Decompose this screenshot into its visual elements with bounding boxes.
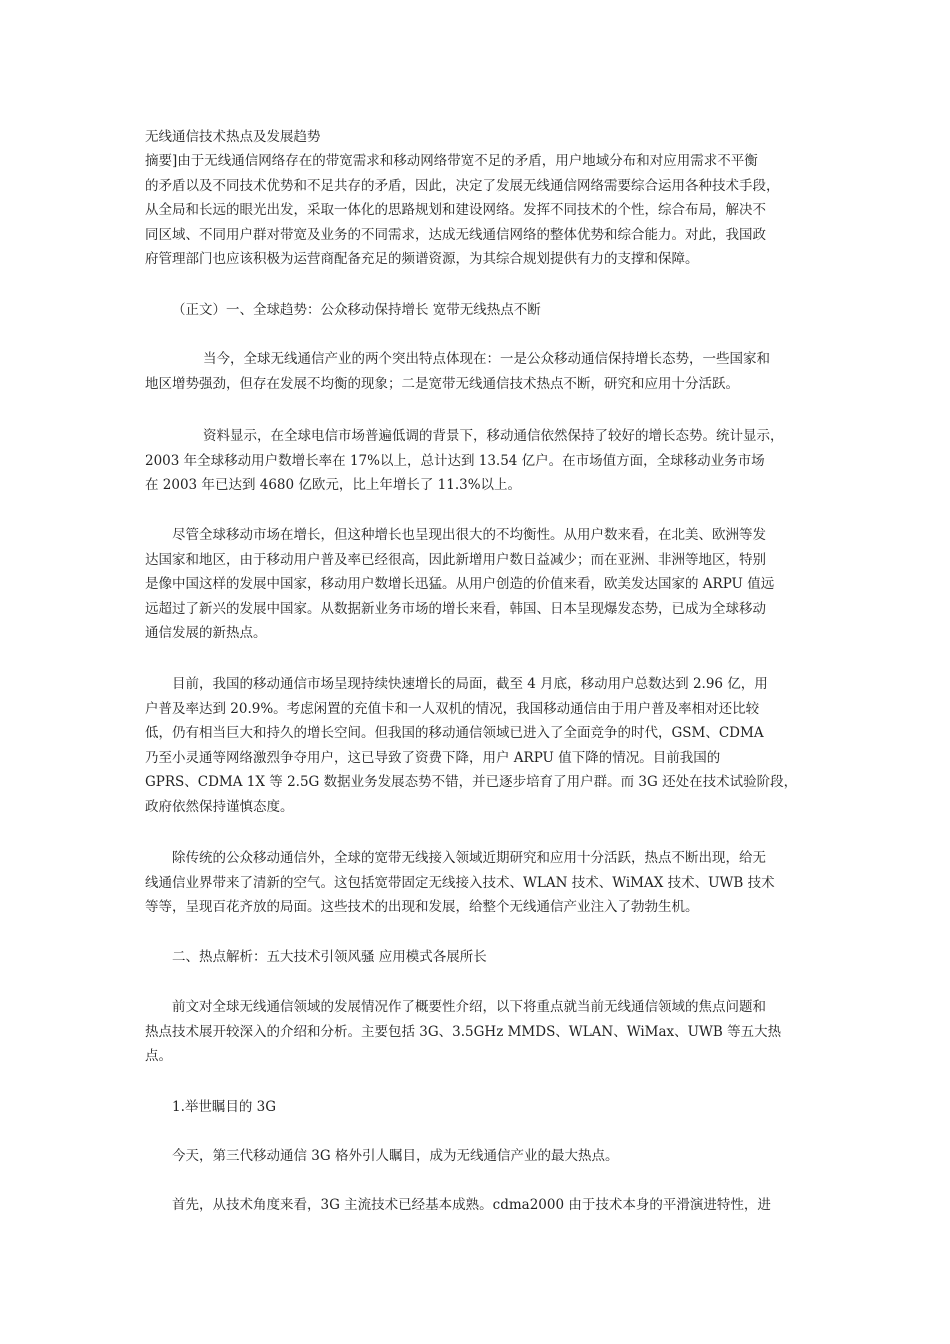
paragraph-line: 等等，呈现百花齐放的局面。这些技术的出现和发展，给整个无线通信产业注入了勃勃生机。 (145, 899, 699, 915)
paragraph-line: 尽管全球移动市场在增长，但这种增长也呈现出很大的不均衡性。从用户数来看，在北美、欧洲等发 (172, 527, 766, 543)
paragraph-line: 乃至小灵通等网络激烈争夺用户，这已导致了资费下降，用户 ARPU 值下降的情况。目前我国的 (145, 749, 721, 766)
paragraph-2 (145, 424, 815, 498)
abstract-line: 从全局和长远的眼光出发，采取一体化的思路规划和建设网络。发挥不同技术的个性，综合布局，解决不 (145, 202, 766, 218)
document-title (145, 125, 815, 150)
section-heading-2 (145, 945, 815, 970)
paragraph-line: 低，仍有相当巨大和持久的增长空间。但我国的移动通信领域已进入了全面竞争的时代，GSM、CDMA (145, 725, 764, 741)
abstract-line: 府管理部门也应该积极为运营商配备充足的频谱资源，为其综合规划提供有力的支撑和保障。 (145, 251, 699, 267)
heading-text: 1.举世瞩目的 3G (172, 1099, 277, 1115)
paragraph-line: 前文对全球无线通信领域的发展情况作了概要性介绍，以下将重点就当前无线通信领域的焦点问题和 (172, 999, 766, 1015)
paragraph-line: 当今，全球无线通信产业的两个突出特点体现在：一是公众移动通信保持增长态势，一些国家和 (203, 351, 770, 367)
paragraph-line: 达国家和地区，由于移动用户普及率已经很高，因此新增用户数日益减少；而在亚洲、非洲等地区，特别 (145, 551, 766, 568)
paragraph-line: GPRS、CDMA 1X 等 2.5G 数据业务发展态势不错，并已逐步培育了用户群。而 3G 还处在技术试验阶段， (145, 774, 798, 790)
paragraph-line: 地区增势强劲，但存在发展不均衡的现象；二是宽带无线通信技术热点不断，研究和应用十分活跃。 (145, 375, 739, 392)
paragraph-8 (145, 1193, 815, 1218)
paragraph-line: 在 2003 年已达到 4680 亿欧元，比上年增长了 11.3%以上。 (145, 477, 522, 493)
title-text: 无线通信技术热点及发展趋势 (145, 129, 321, 145)
paragraph-line: 政府依然保持谨慎态度。 (145, 798, 294, 815)
paragraph-line: 热点技术展开较深入的介绍和分析。主要包括 3G、3.5GHz MMDS、WLAN、WiMax、UWB 等五大热 (145, 1023, 782, 1040)
paragraph-5 (145, 846, 815, 920)
paragraph-line: 通信发展的新热点。 (145, 625, 267, 641)
paragraph-3 (145, 523, 815, 646)
paragraph-line: 首先，从技术角度来看，3G 主流技术已经基本成熟。cdma2000 由于技术本身的平滑演进特性，进 (172, 1197, 771, 1213)
paragraph-line: 线通信业界带来了清新的空气。这包括宽带固定无线接入技术、WLAN 技术、WiMAX 技术、UWB 技术 (145, 874, 775, 891)
heading-text: （正文）一、全球趋势：公众移动保持增长 宽带无线热点不断 (172, 302, 541, 318)
abstract-line: 同区域、不同用户群对带宽及业务的不同需求，达成无线通信网络的整体优势和综合能力。对此，我国政 (145, 226, 766, 243)
paragraph-7 (145, 1144, 815, 1169)
paragraph-line: 是像中国这样的发展中国家，移动用户数增长迅猛。从用户创造的价值来看，欧美发达国家的 ARPU 值远 (145, 576, 775, 592)
abstract-line: 的矛盾以及不同技术优势和不足共存的矛盾，因此，决定了发展无线通信网络需要综合运用各种技术手段， (145, 177, 780, 194)
paragraph-line: 资料显示，在全球电信市场普遍低调的背景下，移动通信依然保持了较好的增长态势。统计显示， (203, 428, 784, 444)
heading-text: 二、热点解析：五大技术引领风骚 应用模式各展所长 (172, 949, 487, 965)
paragraph-line: 目前，我国的移动通信市场呈现持续快速增长的局面，截至 4 月底，移动用户总数达到 2.96 亿，用 (172, 676, 768, 692)
paragraph-line: 远超过了新兴的发展中国家。从数据新业务市场的增长来看，韩国、日本呈现爆发态势，已成为全球移动 (145, 600, 766, 617)
paragraph-line: 2003 年全球移动用户数增长率在 17%以上，总计达到 13.54 亿户。在市场值方面，全球移动业务市场 (145, 452, 765, 469)
subsection-heading-3g (145, 1095, 815, 1120)
paragraph-line: 户普及率达到 20.9%。考虑闲置的充值卡和一人双机的情况，我国移动通信由于用户普及率相对还比较 (145, 700, 760, 717)
paragraph-6 (145, 995, 815, 1069)
paragraph-1 (145, 347, 815, 396)
paragraph-line: 点。 (145, 1048, 172, 1064)
paragraph-line: 除传统的公众移动通信外，全球的宽带无线接入领域近期研究和应用十分活跃，热点不断出现，给无 (172, 850, 766, 866)
section-heading-1 (145, 298, 815, 323)
abstract-paragraph (145, 149, 815, 272)
abstract-line: 摘要]由于无线通信网络存在的带宽需求和移动网络带宽不足的矛盾，用户地域分布和对应用需求不平衡 (145, 153, 758, 169)
paragraph-4 (145, 672, 815, 819)
paragraph-line: 今天，第三代移动通信 3G 格外引人瞩目，成为无线通信产业的最大热点。 (172, 1148, 619, 1164)
